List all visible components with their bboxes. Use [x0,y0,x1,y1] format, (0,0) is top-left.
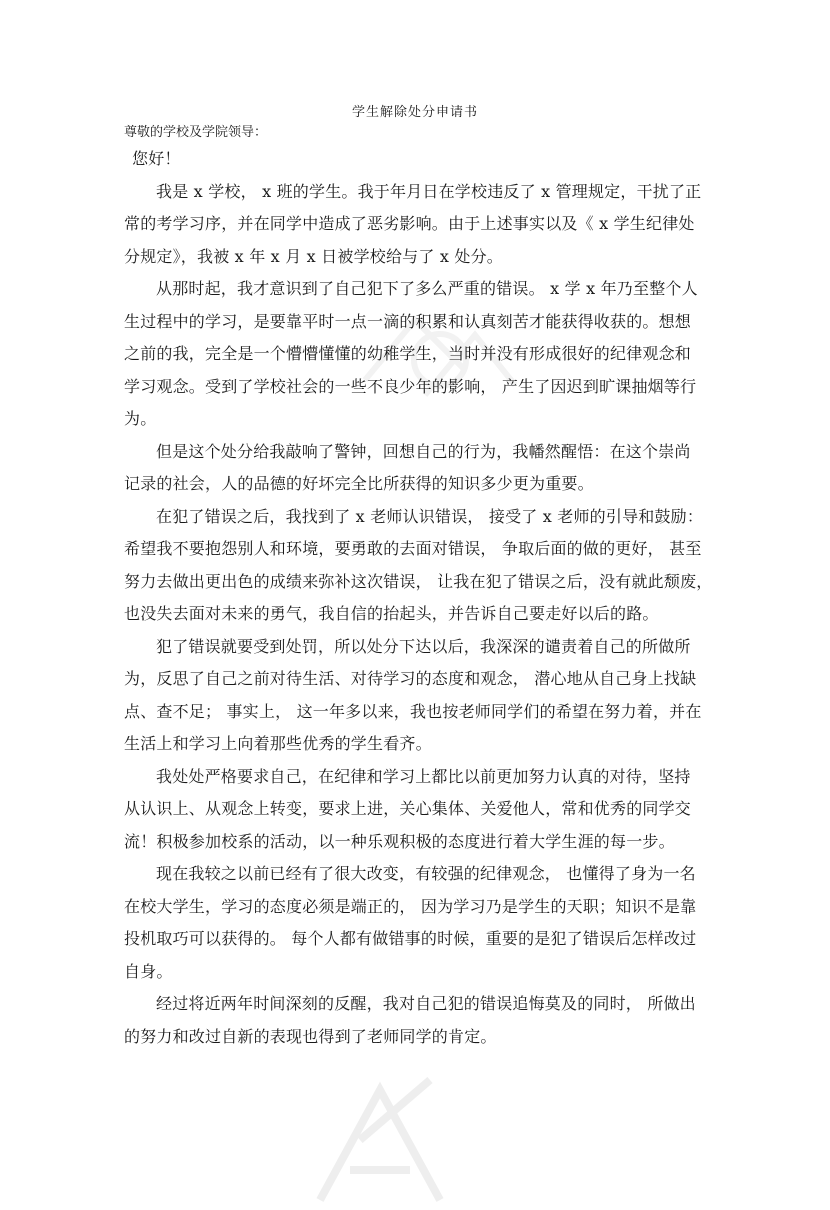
document-body [124,143,714,1053]
watermark-graphic [300,1050,460,1210]
paragraph-2 [124,273,714,436]
text-line: 学习观念。受到了学校社会的一些不良少年的影响， 产生了因迟到旷课抽烟等行 [124,376,697,396]
text-line: 为，反思了自己之前对待生活、对待学习的态度和观念， 潜心地从自己身上找缺 [124,669,697,688]
paragraph-5 [124,631,714,761]
text-line: 的努力和改过自新的表现也得到了老师同学的肯定。 [124,1026,497,1046]
text-line: 努力去做出更出色的成绩来弥补这次错误， 让我在犯了错误之后，没有就此颓废， [124,571,713,591]
text-line: 流！积极参加校系的活动，以一种乐观积极的态度进行着大学生涯的每一步。 [124,831,675,851]
text-line: 之前的我，完全是一个懵懵懂懂的幼稚学生，当时并没有形成很好的纪律观念和 [124,344,692,363]
text-line: 从那时起，我才意识到了自己犯下了多么严重的错误。 x 学 x 年乃至整个人 [156,279,698,298]
text-line: 从认识上、从观念上转变，要求上进，关心集体、关爱他人，常和优秀的同学交 [124,799,692,818]
text-line: 但是这个处分给我敲响了警钟，回想自己的行为，我幡然醒悟：在这个崇尚 [156,441,691,461]
text-line: 现在我较之以前已经有了很大改变，有较强的纪律观念， 也懂得了身为一名 [156,864,696,883]
text-line: 希望我不要抱怨别人和环境，要勇敢的去面对错误， 争取后面的做的更好， 甚至 [124,539,702,558]
greeting: 您好！ [132,149,181,168]
text-line: 生过程中的学习，是要靠平时一点一滴的积累和认真刻苦才能获得收获的。想想 [124,311,692,331]
text-line: 经过将近两年时间深刻的反醒，我对自己犯的错误追悔莫及的同时， 所做出 [156,994,696,1013]
text-line: 也没失去面对未来的勇气，我自信的抬起头，并告诉自己要走好以后的路。 [124,604,659,623]
text-line: 为。 [124,409,157,428]
paragraph-6 [124,761,714,859]
text-line: 在校大学生，学习的态度必须是端正的， 因为学习乃是学生的天职；知识不是靠 [124,896,697,916]
text-line: 常的考学习序，并在同学中造成了恶劣影响。由于上述事实以及《 x 学生纪律处 [124,214,695,233]
text-line: 分规定》，我被 x 年 x 月 x 日被学校给与了 x 处分。 [124,246,503,266]
text-line: 点、查不足； 事实上， 这一年多以来，我也按老师同学们的希望在努力着，并在 [124,701,702,721]
paragraph-3 [124,436,714,501]
text-line: 记录的社会，人的品德的好坏完全比所获得的知识多少更为重要。 [124,474,594,493]
text-line: 在犯了错误之后，我找到了 x 老师认识错误， 接受了 x 老师的引导和鼓励： [156,506,704,526]
text-line: 生活上和学习上向着那些优秀的学生看齐。 [124,734,432,753]
salutation: 尊敬的学校及学院领导： [124,125,268,140]
paragraph-8 [124,988,714,1053]
text-line: 犯了错误就要受到处罚，所以处分下达以后，我深深的谴责着自己的所做所 [156,636,691,656]
text-line: 投机取巧可以获得的。 每个人都有做错事的时候，重要的是犯了错误后怎样改过 [124,929,697,948]
text-line: 我处处严格要求自己，在纪律和学习上都比以前更加努力认真的对待，坚持 [156,766,691,786]
paragraph-1 [124,176,714,274]
text-line: 自身。 [124,961,173,981]
text-line: 我是 x 学校， x 班的学生。我于年月日在学校违反了 x 管理规定，干扰了正 [156,181,702,201]
paragraph-7 [124,858,714,988]
document-title: 学生解除处分申请书 [351,105,478,120]
paragraph-4 [124,501,714,631]
